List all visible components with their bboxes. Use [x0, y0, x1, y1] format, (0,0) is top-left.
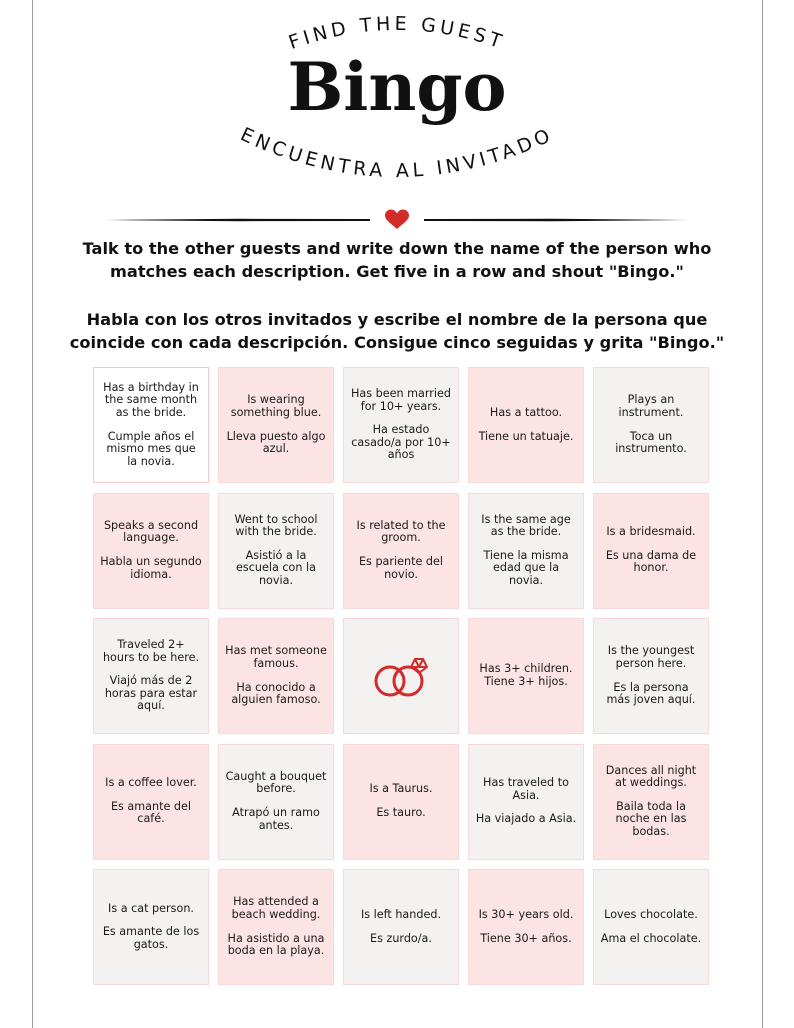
cell-english-text: Loves chocolate. [604, 907, 698, 921]
cell-spanish-text: Es amante del café. [110, 799, 192, 826]
cell-english-text: Is a cat person. [108, 901, 194, 915]
bingo-cell[interactable] [93, 869, 209, 985]
cell-spanish-text: Viajó más de 2 horas para estar aquí. [104, 674, 198, 713]
bingo-cell[interactable] [218, 869, 334, 985]
cell-spanish-text: Es amante de los gatos. [102, 925, 200, 951]
cell-spanish-text: Toca un instrumento. [615, 429, 687, 456]
cell-spanish-text: Ha conocido a alguien famoso. [231, 680, 321, 707]
arc-top-text: FIND THE GUEST [285, 12, 509, 54]
bingo-cell[interactable] [93, 493, 209, 609]
cell-english-text: Is the same age as the bride. [481, 512, 571, 539]
page-title: Bingo [287, 48, 507, 126]
bingo-board [93, 367, 709, 985]
bingo-cell[interactable] [343, 367, 459, 483]
cell-english-text: Has a tattoo. [489, 405, 563, 419]
cell-english-text: Speaks a second language. [103, 518, 199, 545]
cell-english-text: Is wearing something blue. [230, 393, 322, 419]
bingo-cell[interactable] [593, 618, 709, 734]
bingo-cell[interactable] [468, 618, 584, 734]
bingo-cell[interactable] [343, 869, 459, 985]
instructions-english: Talk to the other guests and write down the name of the person who matches each description. Get five in a row and shout "Bingo." [82, 239, 712, 281]
bingo-cell[interactable] [93, 744, 209, 860]
cell-spanish-text: Baila toda la noche en las bodas. [615, 799, 687, 838]
cell-spanish-text: Cumple años el mismo mes que la novia. [106, 429, 196, 468]
cell-english-text: Traveled 2+ hours to be here. [102, 638, 200, 664]
cell-spanish-text: Tiene 30+ años. [480, 931, 572, 945]
bingo-cell[interactable] [218, 618, 334, 734]
instructions-spanish: Habla con los otros invitados y escribe el nombre de la persona que coincide con cada descripción. Consigue cinco seguidas y grita "Bingo." [69, 310, 725, 352]
cell-spanish-text: Tiene un tatuaje. [478, 429, 574, 443]
cell-english-text: Is the youngest person here. [607, 644, 695, 670]
cell-spanish-text: Es la persona más joven aquí. [606, 680, 696, 707]
cell-english-text: Dances all night at weddings. [605, 763, 697, 790]
bingo-cell[interactable] [93, 618, 209, 734]
cell-spanish-text: Ha estado casado/a por 10+ años [351, 423, 451, 462]
cell-english-text: Has a birthday in the same month as the bride. [103, 380, 199, 419]
cell-spanish-text: Lleva puesto algo azul. [226, 429, 326, 456]
bingo-cell[interactable] [343, 493, 459, 609]
bingo-free-cell[interactable] [343, 618, 459, 734]
bingo-cell[interactable] [93, 367, 209, 483]
divider-left-line [106, 219, 370, 221]
cell-english-text: Is related to the groom. [356, 518, 446, 545]
cell-english-text: Went to school with the bride. [234, 512, 318, 539]
bingo-cell[interactable] [593, 869, 709, 985]
cell-english-text: Has 3+ children. Tiene 3+ hijos. [479, 662, 573, 688]
cell-spanish-text: Ha asistido a una boda en la playa. [227, 931, 325, 958]
heart-icon [385, 210, 409, 230]
heart-divider [0, 208, 794, 232]
divider-right-line [424, 219, 688, 221]
cell-spanish-text: Atrapó un ramo antes. [232, 806, 320, 832]
bingo-cell[interactable] [593, 744, 709, 860]
bingo-cell[interactable] [593, 493, 709, 609]
cell-english-text: Plays an instrument. [618, 393, 684, 419]
bingo-cell[interactable] [468, 367, 584, 483]
cell-english-text: Is 30+ years old. [478, 907, 574, 921]
cell-english-text: Has met someone famous. [225, 644, 327, 670]
cell-spanish-text: Tiene la misma edad que la novia. [483, 548, 569, 587]
cell-spanish-text: Es una dama de honor. [605, 548, 697, 575]
bingo-cell[interactable] [468, 869, 584, 985]
cell-english-text: Has attended a beach wedding. [231, 895, 321, 921]
cell-spanish-text: Habla un segundo idioma. [100, 555, 202, 581]
wedding-rings-icon [371, 651, 431, 701]
cell-spanish-text: Es tauro. [376, 806, 426, 819]
cell-english-text: Caught a bouquet before. [225, 769, 327, 796]
bingo-cell[interactable] [593, 367, 709, 483]
bingo-cell[interactable] [218, 744, 334, 860]
bingo-cell[interactable] [218, 367, 334, 483]
cell-spanish-text: Ama el chocolate. [600, 931, 702, 945]
cell-spanish-text: Es pariente del novio. [358, 555, 443, 581]
bingo-cell[interactable] [468, 493, 584, 609]
cell-english-text: Is a bridesmaid. [606, 525, 696, 539]
cell-english-text: Is a Taurus. [369, 782, 433, 796]
bingo-cell[interactable] [218, 493, 334, 609]
cell-english-text: Is a coffee lover. [105, 776, 197, 790]
cell-spanish-text: Es zurdo/a. [370, 931, 432, 945]
arc-bottom-text: ENCUENTRA AL INVITADO [237, 123, 557, 183]
bingo-cell[interactable] [343, 744, 459, 860]
cell-spanish-text: Asistió a la escuela con la novia. [236, 548, 316, 587]
bingo-cell[interactable] [468, 744, 584, 860]
cell-english-text: Is left handed. [360, 907, 442, 921]
cell-english-text: Has been married for 10+ years. [350, 387, 451, 413]
cell-english-text: Has traveled to Asia. [483, 776, 569, 802]
cell-spanish-text: Ha viajado a Asia. [475, 812, 577, 826]
